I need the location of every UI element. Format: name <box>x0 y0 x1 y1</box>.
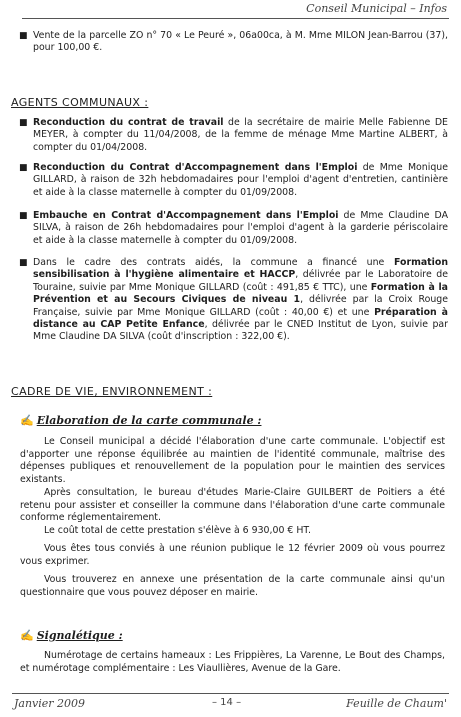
running-header: Conseil Municipal – Infos <box>306 2 447 15</box>
subheading-signaletique <box>20 629 123 642</box>
section-heading-cadre: CADRE DE VIE, ENVIRONNEMENT : <box>11 385 213 398</box>
list-item-bold: Préparation à distance au CAP Petite Enfance <box>33 306 448 331</box>
list-item-bold: Reconduction du Contrat d'Accompagnement dans l'Emploi <box>33 162 358 173</box>
footer-rule <box>12 693 449 694</box>
list-item-text: , délivrée par la Croix Rouge Française, suivie par Mme Monique GILLARD (coût : 40,00 €) et une <box>33 294 448 318</box>
bullet-icon: ■ <box>19 258 28 268</box>
bullet-icon: ■ <box>19 163 28 173</box>
bullet-icon: ■ <box>19 31 28 41</box>
page-number: – 14 – <box>212 697 242 708</box>
paragraph: Vous êtes tous conviés à une réunion publique le 12 février 2009 où vous pourrez vous exprimer. <box>20 543 445 567</box>
list-item-text: de la secrétaire de mairie Melle Fabienne DE MEYER, à compter du 11/04/2008, de la femme de ménage Mme Martine ALBERT, à compter du 01/04/2008. <box>33 117 448 153</box>
paragraph: Le Conseil municipal a décidé l'élaboration d'une carte communale. L'objectif est d'apporter une réponse équilibrée au maintien de l'identité communale, maîtrise des dépenses publiques et renouvellement de la population pour le maintien des services existants. <box>20 436 445 485</box>
list-item-text: Dans le cadre des contrats aidés, la commune a financé une <box>33 257 394 268</box>
subheading-label: Signalétique : <box>36 629 123 642</box>
subheading-carte-communale <box>20 414 261 427</box>
section-heading-agents: AGENTS COMMUNAUX : <box>11 96 149 109</box>
list-item <box>19 30 448 55</box>
list-item-text: Vente de la parcelle ZO n° 70 « Le Peuré », 06a00ca, à M. Mme MILON Jean-Barrou (37), pour 100,00 €. <box>33 30 448 54</box>
list-item <box>19 117 448 154</box>
bullet-icon: ■ <box>19 211 28 221</box>
list-item <box>19 210 448 247</box>
header-rule <box>22 18 449 19</box>
footer-date: Janvier 2009 <box>14 697 86 710</box>
bullet-icon: ■ <box>19 118 28 128</box>
paragraph: Après consultation, le bureau d'études Marie-Claire GUILBERT de Poitiers a été retenu pour assister et conseiller la commune dans l'élaboration d'une carte communale conforme réglementairement. <box>20 487 445 524</box>
list-item <box>19 162 448 199</box>
paragraph: Numérotage de certains hameaux : Les Frippières, La Varenne, Le Bout des Champs, et numérotage complémentaire : Les Viaullières, Avenue de la Gare. <box>20 650 445 674</box>
paragraph: Le coût total de cette prestation s'élève à 6 930,00 € HT. <box>44 525 311 536</box>
list-item <box>19 257 449 344</box>
list-item-text: , délivrée par le CNED Institut de Lyon, suivie par Mme Claudine DA SILVA (coût d'inscription : 322,00 €). <box>33 319 448 343</box>
footer-publication: Feuille de Chaum' <box>346 697 447 710</box>
pencil-icon: ✍ <box>20 414 34 427</box>
list-item-bold: Formation sensibilisation à l'hygiène alimentaire et HACCP <box>33 257 448 281</box>
subheading-label: Elaboration de la carte communale : <box>36 414 262 427</box>
list-item-bold: Formation à la Prévention et au Secours Civiques de niveau 1 <box>33 281 449 306</box>
list-item-bold: Reconduction du contrat de travail <box>33 117 224 128</box>
list-item-bold: Embauche en Contrat d'Accompagnement dans l'Emploi <box>33 210 339 221</box>
list-item-text: , délivrée par le Laboratoire de Touraine, suivie par Mme Monique GILLARD (coût : 491,85 € TTC), une <box>33 269 448 293</box>
list-item-text: de Mme Claudine DA SILVA, à raison de 26h hebdomadaires pour l'emploi d'agent à la garderie périscolaire et aide à la classe maternelle à compter du 01/09/2008. <box>33 210 448 246</box>
list-item-text: de Mme Monique GILLARD, à raison de 32h hebdomadaires pour l'emploi d'agent d'entretien, cantinière et aide à la classe maternelle à compter du 01/09/2008. <box>33 162 448 198</box>
pencil-icon: ✍ <box>20 629 34 642</box>
paragraph: Vous trouverez en annexe une présentation de la carte communale ainsi qu'un questionnaire que vous pouvez déposer en mairie. <box>20 574 445 598</box>
